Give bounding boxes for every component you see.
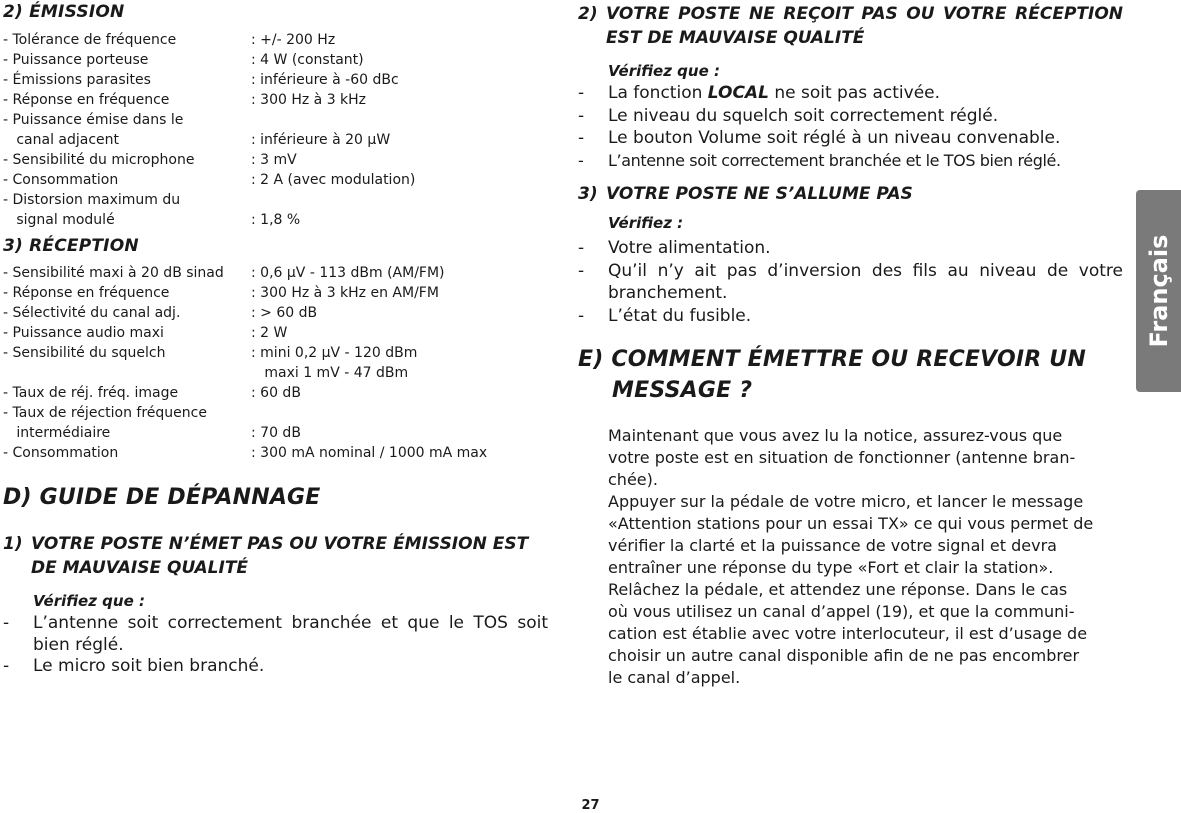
page-number: 27 (581, 798, 600, 813)
language-tab (1136, 190, 1181, 392)
section-e-heading-line1: E) COMMENT ÉMETTRE OU RECEVOIR UN (578, 347, 1086, 372)
q3-heading: 3) VOTRE POSTE NE S’ALLUME PAS (578, 184, 913, 204)
guide-heading: D) GUIDE DE DÉPANNAGE (3, 485, 321, 510)
reception-heading: 3) RÉCEPTION (3, 236, 139, 256)
language-tab-label: Français (1144, 234, 1173, 348)
section-e-paragraph: Maintenant que vous avez lu la notice, assurez-vous que votre poste est en situation de fonctionner (antenne bran- chée). Appuyer sur la pédale de votre micro, et lancer le message «Attention stations pour un essai TX» ce qui vous permet de vérifier la clarté et la puissance de votre signal et devra entraîner une réponse du type «Fort et clair la station». Relâchez la pédale, et attendez une réponse. Dans le cas où vous utilisez un canal d’appel (19), et que la communi- cation est établie avec votre interlocuteur, il est d’usage de choisir un autre canal disponible afin de ne pas encombrer le canal d’appel. (608, 426, 1094, 687)
list-item: - L’état du fusible. (578, 306, 752, 326)
q2-verify-label: Vérifiez que : (608, 62, 720, 80)
list-item: - La fonction LOCAL ne soit pas activée. (578, 83, 941, 103)
list-item: - Votre alimentation. (578, 238, 771, 258)
q2-heading: 2) VOTRE POSTE NE REÇOIT PAS OU VOTRE RÉCEPTION EST DE MAUVAISE QUALITÉ (578, 4, 1123, 48)
q1-verify-label: Vérifiez que : (33, 592, 145, 610)
section-e-heading-line2: MESSAGE ? (612, 378, 753, 403)
emission-heading: 2) ÉMISSION (3, 2, 125, 22)
q3-verify-label: Vérifiez : (608, 214, 684, 232)
list-item: - Le micro soit bien branché. (3, 656, 265, 676)
q1-heading: 1) VOTRE POSTE N’ÉMET PAS OU VOTRE ÉMISSION EST DE MAUVAISE QUALITÉ (3, 534, 529, 578)
list-item: - Qu’il n’y ait pas d’inversion des fils au niveau de votre branchement. (578, 261, 1123, 303)
list-item: - Le niveau du squelch soit correctement réglé. (578, 106, 999, 126)
list-item: - L’antenne soit correctement branchée et le TOS bien réglé. (578, 151, 1061, 170)
list-item: - L’antenne soit correctement branchée et que le TOS soit bien réglé. (3, 613, 548, 655)
list-item: - Le bouton Volume soit réglé à un niveau convenable. (578, 128, 1061, 148)
